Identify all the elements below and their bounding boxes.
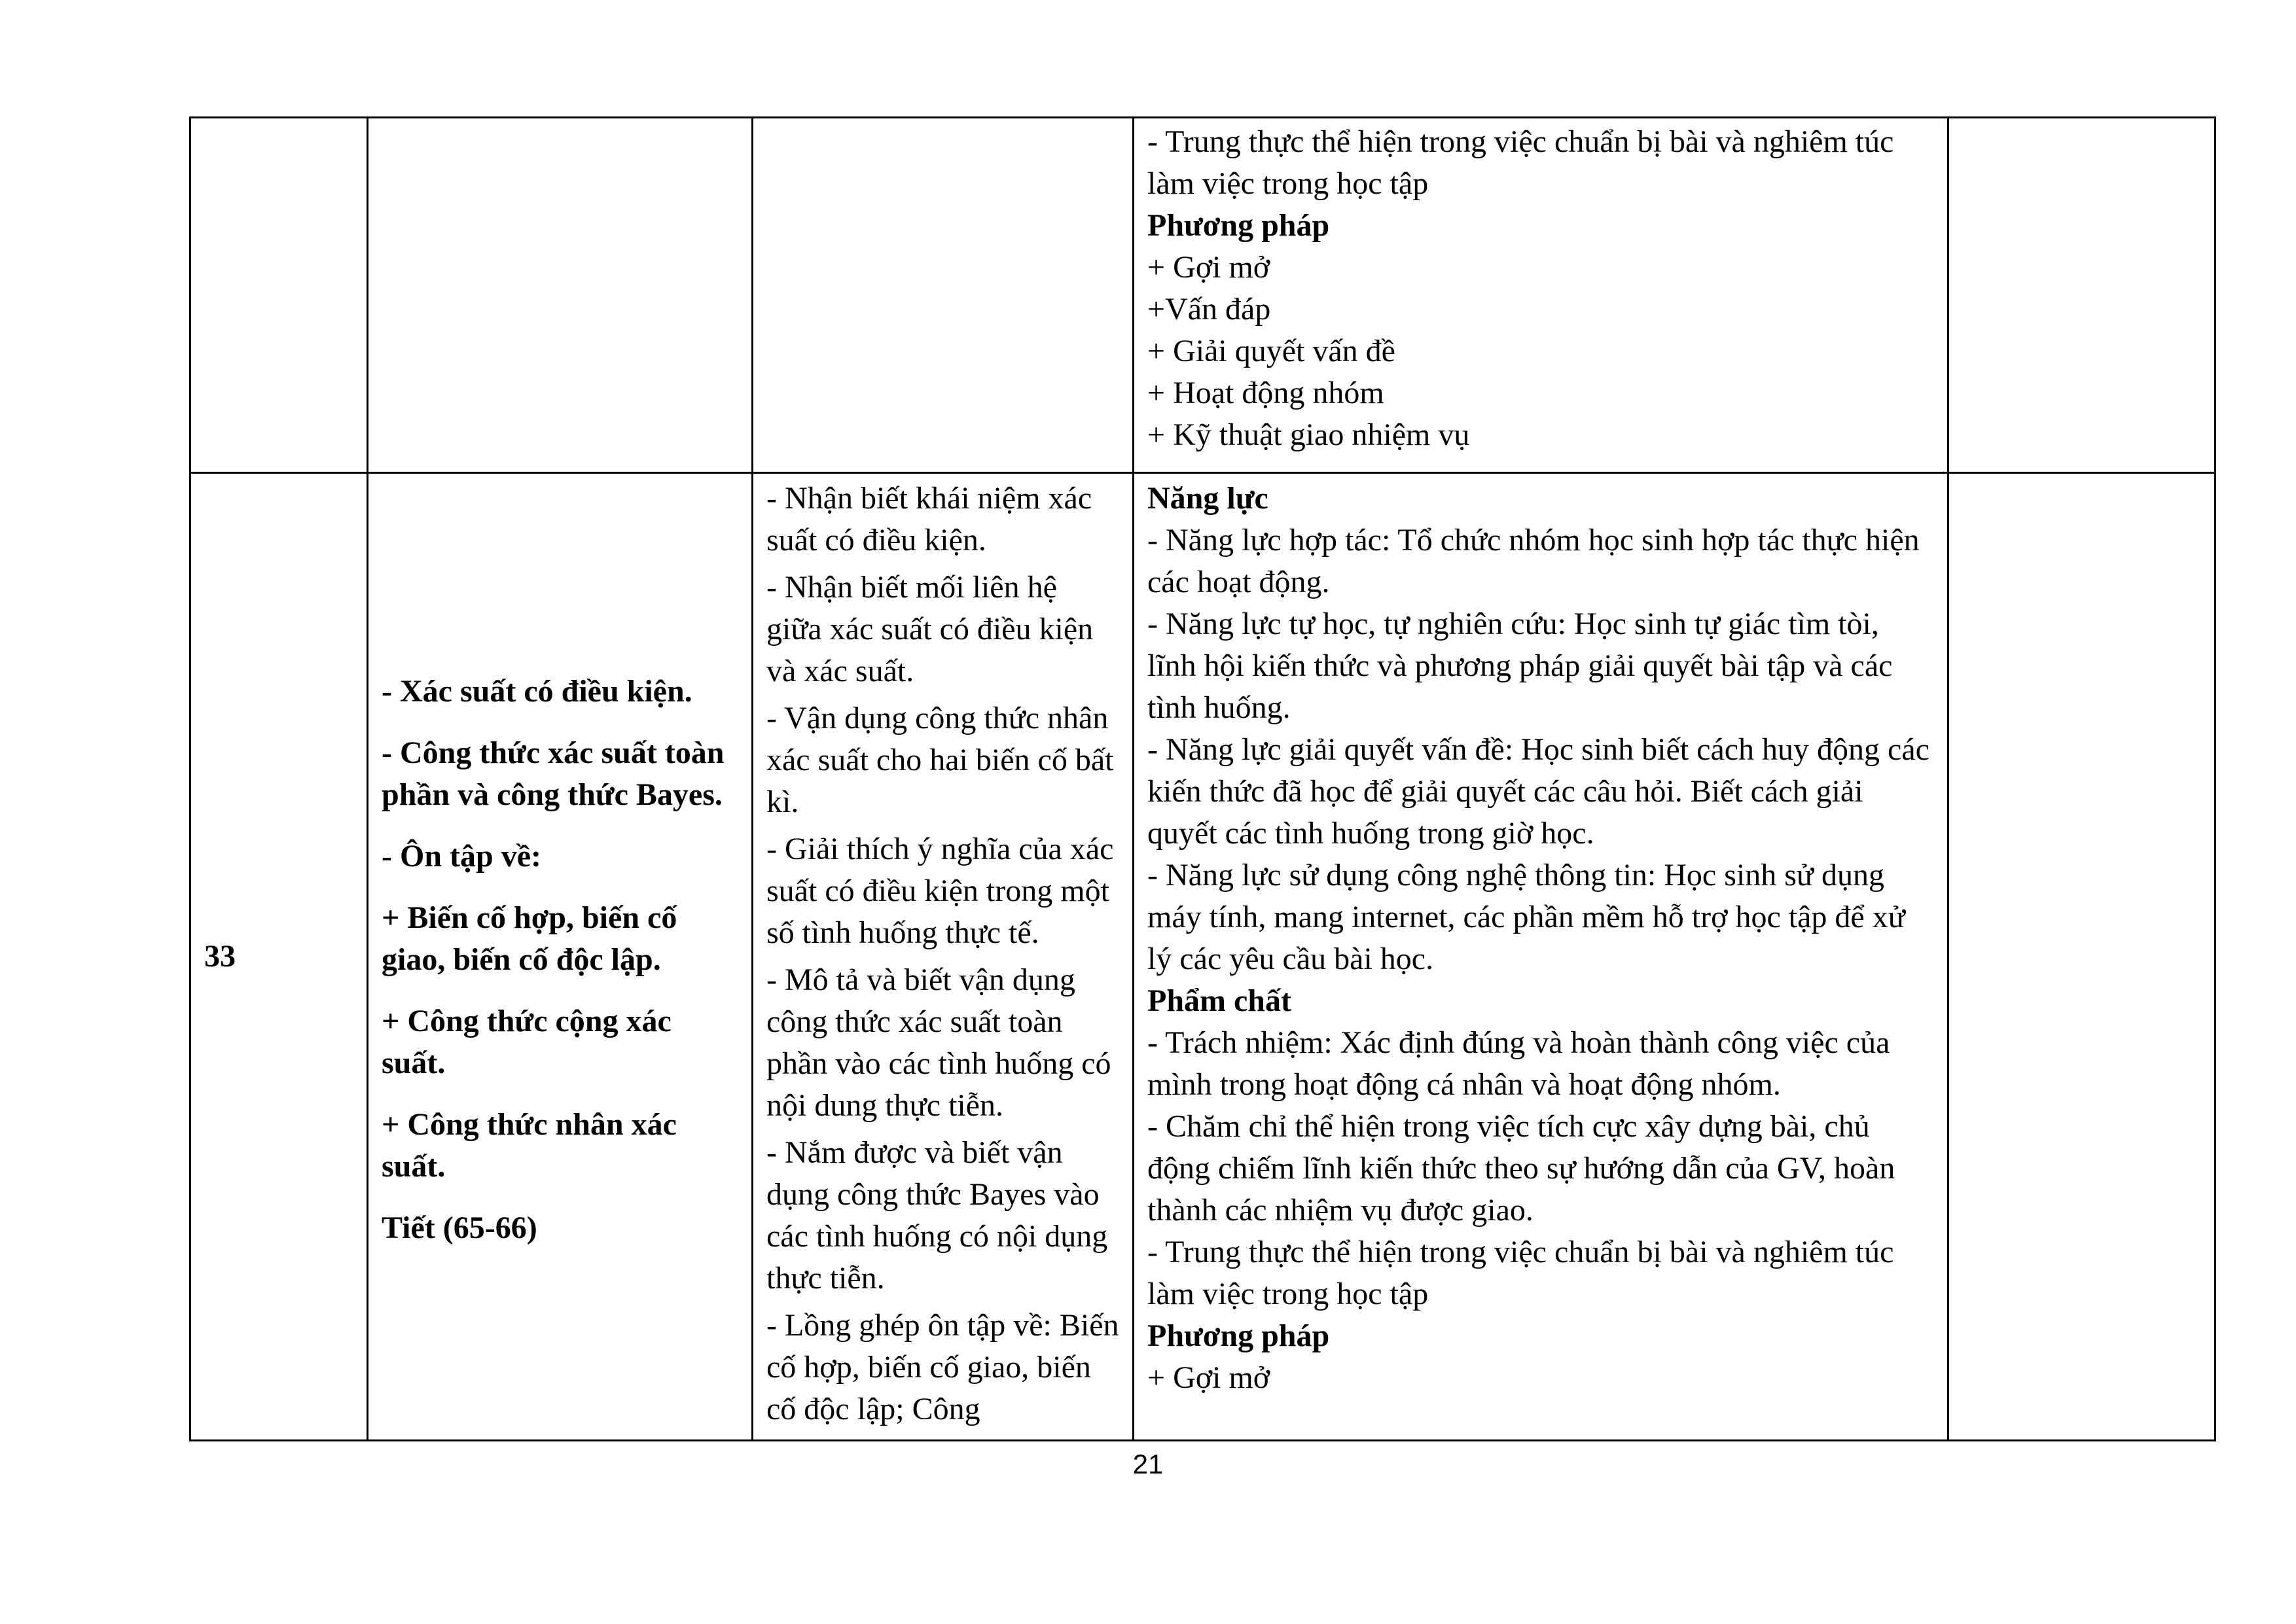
bullet-line: + Giải quyết vấn đề	[1147, 334, 1395, 368]
topic-item: - Ôn tập về:	[382, 839, 541, 874]
requirement-item: - Nắm được và biết vận dụng công thức Bayes vào các tình huống có nội dụng thực tiễn.	[766, 1135, 1108, 1296]
bullet-line: - Năng lực giải quyết vấn đề: Học sinh biết cách huy động các kiến thức đã học để giải quyết các câu hỏi. Biết cách giải quyết các tình huống trong giờ học.	[1147, 732, 1929, 851]
requirement-item: - Vận dụng công thức nhân xác suất cho hai biến cố bất kì.	[766, 701, 1114, 819]
bullet-line: + Hoạt động nhóm	[1147, 376, 1384, 410]
qualities-cell	[1134, 473, 1948, 1441]
topic-item: + Công thức cộng xác suất.	[382, 1004, 672, 1080]
bullet-line: +Vấn đáp	[1147, 292, 1271, 327]
topic-item: Tiết (65-66)	[382, 1210, 537, 1245]
table-row-week-33	[190, 473, 2215, 1441]
topic-item: + Công thức nhân xác suất.	[382, 1107, 677, 1184]
bullet-line: - Năng lực hợp tác: Tổ chức nhóm học sinh hợp tác thực hiện các hoạt động.	[1147, 523, 1920, 599]
bullet-line: - Trung thực thể hiện trong việc chuẩn bị bài và nghiêm túc làm việc trong học tập	[1147, 124, 1894, 201]
requirement-item: - Giải thích ý nghĩa của xác suất có điều kiện trong một số tình huống thực tế.	[766, 832, 1114, 950]
week-cell-empty	[190, 118, 368, 473]
bullet-line: - Trung thực thể hiện trong việc chuẩn bị bài và nghiêm túc làm việc trong học tập	[1147, 1235, 1894, 1311]
section-heading: Phương pháp	[1147, 208, 1330, 243]
section-heading: Phương pháp	[1147, 1318, 1330, 1353]
bullet-line: - Trách nhiệm: Xác định đúng và hoàn thành công việc của mình trong hoạt động cá nhân và hoạt động nhóm.	[1147, 1025, 1890, 1102]
requirement-item: - Mô tả và biết vận dụng công thức xác suất toàn phần vào các tình huống có nội dung thực tiễn.	[766, 962, 1111, 1123]
requirements-cell-empty	[753, 118, 1134, 473]
table-row-continuation	[190, 118, 2215, 473]
bullet-line: + Kỹ thuật giao nhiệm vụ	[1147, 417, 1470, 452]
page-number: 21	[1132, 1449, 1164, 1479]
week-number: 33	[190, 473, 368, 1441]
qualities-cell	[1134, 118, 1948, 473]
bullet-line: - Năng lực tự học, tự nghiên cứu: Học sinh tự giác tìm tòi, lĩnh hội kiến thức và phương pháp giải quyết bài tập và các tình huống.	[1147, 607, 1893, 725]
topic-item: - Công thức xác suất toàn phần và công thức Bayes.	[382, 735, 725, 812]
lesson-plan-table	[189, 116, 2216, 1441]
bullet-line: + Gợi mở	[1147, 1360, 1270, 1395]
notes-cell-empty	[1948, 473, 2215, 1441]
section-heading: Năng lực	[1147, 481, 1268, 516]
bullet-line: - Năng lực sử dụng công nghệ thông tin: Học sinh sử dụng máy tính, mang internet, các phần mềm hỗ trợ học tập để xử lý các yêu cầu bài học.	[1147, 858, 1905, 976]
requirement-item: - Lồng ghép ôn tập về: Biến cố hợp, biến cố giao, biến cố độc lập; Công	[766, 1308, 1119, 1426]
topic-cell	[368, 473, 753, 1441]
bullet-line: + Gợi mở	[1147, 250, 1270, 285]
topic-cell-empty	[368, 118, 753, 473]
topic-item: + Biến cố hợp, biến cố giao, biến cố độc lập.	[382, 900, 677, 977]
section-heading: Phẩm chất	[1147, 983, 1291, 1018]
topic-item: - Xác suất có điều kiện.	[382, 674, 692, 709]
bullet-line: - Chăm chỉ thể hiện trong việc tích cực xây dựng bài, chủ động chiếm lĩnh kiến thức theo sự hướng dẫn của GV, hoàn thành các nhiệm vụ được giao.	[1147, 1109, 1895, 1227]
requirement-item: - Nhận biết khái niệm xác suất có điều kiện.	[766, 481, 1092, 557]
requirement-item: - Nhận biết mối liên hệ giữa xác suất có điều kiện và xác suất.	[766, 570, 1094, 688]
requirements-cell	[753, 473, 1134, 1441]
notes-cell-empty	[1948, 118, 2215, 473]
